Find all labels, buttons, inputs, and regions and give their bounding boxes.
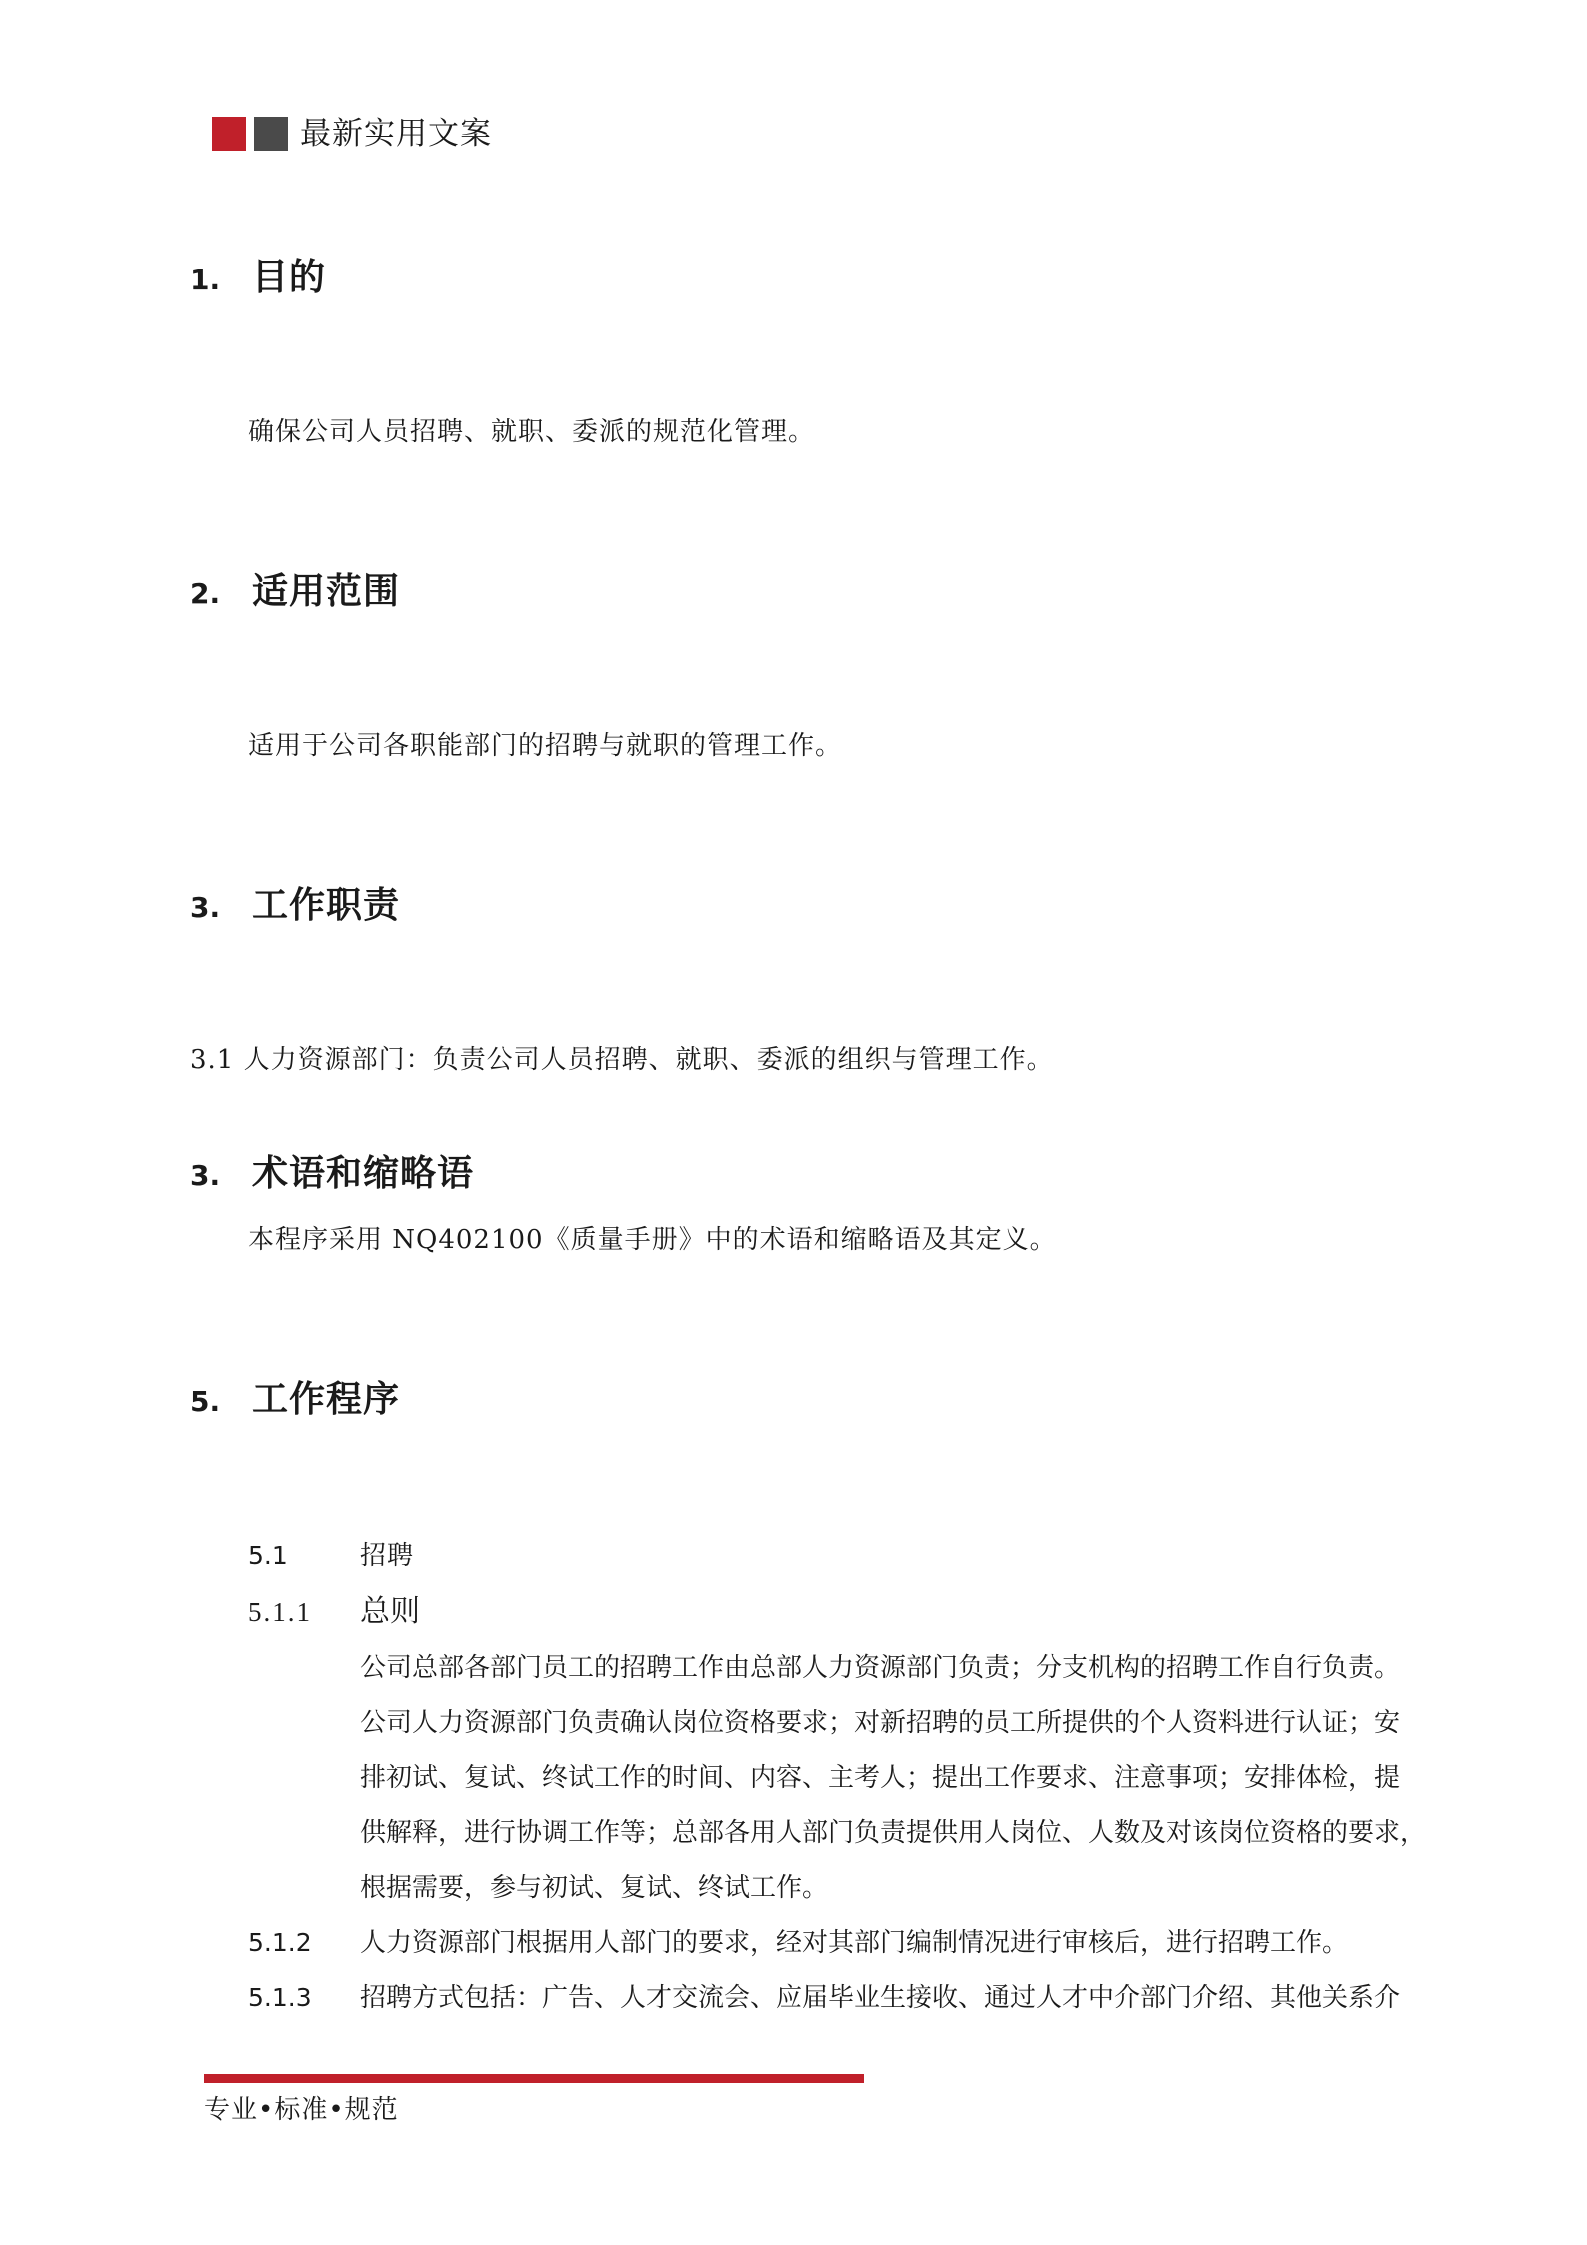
section-1-body: 确保公司人员招聘、就职、委派的规范化管理。 (248, 417, 816, 447)
subsection-5-1-number: 5.1 (248, 1541, 288, 1570)
footer-red-bar (204, 2074, 864, 2083)
subsection-5-1-3-number: 5.1.3 (248, 1983, 312, 2012)
section-1-number: 1. (190, 263, 221, 296)
section-5-number: 5. (190, 1385, 221, 1418)
subsection-5-1-label: 招聘 (360, 1541, 415, 1571)
header-gray-square (254, 117, 288, 151)
section-1-title: 目的 (252, 257, 327, 298)
section-2-number: 2. (190, 577, 221, 610)
subsection-5-1-1-number: 5.1.1 (248, 1597, 312, 1627)
subsection-5-1-2-number: 5.1.2 (248, 1928, 312, 1957)
paragraph-line: 公司人力资源部门负责确认岗位资格要求；对新招聘的员工所提供的个人资料进行认证；安 (360, 1708, 1401, 1738)
section-3-title: 工作职责 (252, 885, 401, 926)
section-terms-title: 术语和缩略语 (252, 1153, 475, 1194)
footer-text: 专业•标准•规范 (204, 2095, 399, 2125)
section-3-body: 3.1 人力资源部门：负责公司人员招聘、就职、委派的组织与管理工作。 (190, 1045, 1054, 1075)
section-2-body: 适用于公司各职能部门的招聘与就职的管理工作。 (248, 731, 843, 761)
paragraph-line: 排初试、复试、终试工作的时间、内容、主考人；提出工作要求、注意事项；安排体检，提 (360, 1763, 1401, 1793)
subsection-5-1-1-label: 总则 (360, 1594, 420, 1629)
header-title: 最新实用文案 (300, 116, 492, 152)
section-5-title: 工作程序 (252, 1379, 401, 1420)
section-2-title: 适用范围 (252, 571, 401, 612)
subsection-5-1-2-text: 人力资源部门根据用人部门的要求，经对其部门编制情况进行审核后，进行招聘工作。 (360, 1928, 1349, 1958)
section-terms-number: 3. (190, 1159, 221, 1192)
paragraph-line: 根据需要，参与初试、复试、终试工作。 (360, 1873, 829, 1903)
subsection-5-1-3-text: 招聘方式包括：广告、人才交流会、应届毕业生接收、通过人才中介部门介绍、其他关系介 (360, 1983, 1401, 2013)
paragraph-line: 公司总部各部门员工的招聘工作由总部人力资源部门负责；分支机构的招聘工作自行负责。 (360, 1653, 1401, 1683)
section-terms-body: 本程序采用 NQ402100《质量手册》中的术语和缩略语及其定义。 (248, 1225, 1057, 1255)
header-red-square (212, 117, 246, 151)
paragraph-line: 供解释，进行协调工作等；总部各用人部门负责提供用人岗位、人数及对该岗位资格的要求， (360, 1818, 1427, 1848)
section-3-number: 3. (190, 891, 221, 924)
